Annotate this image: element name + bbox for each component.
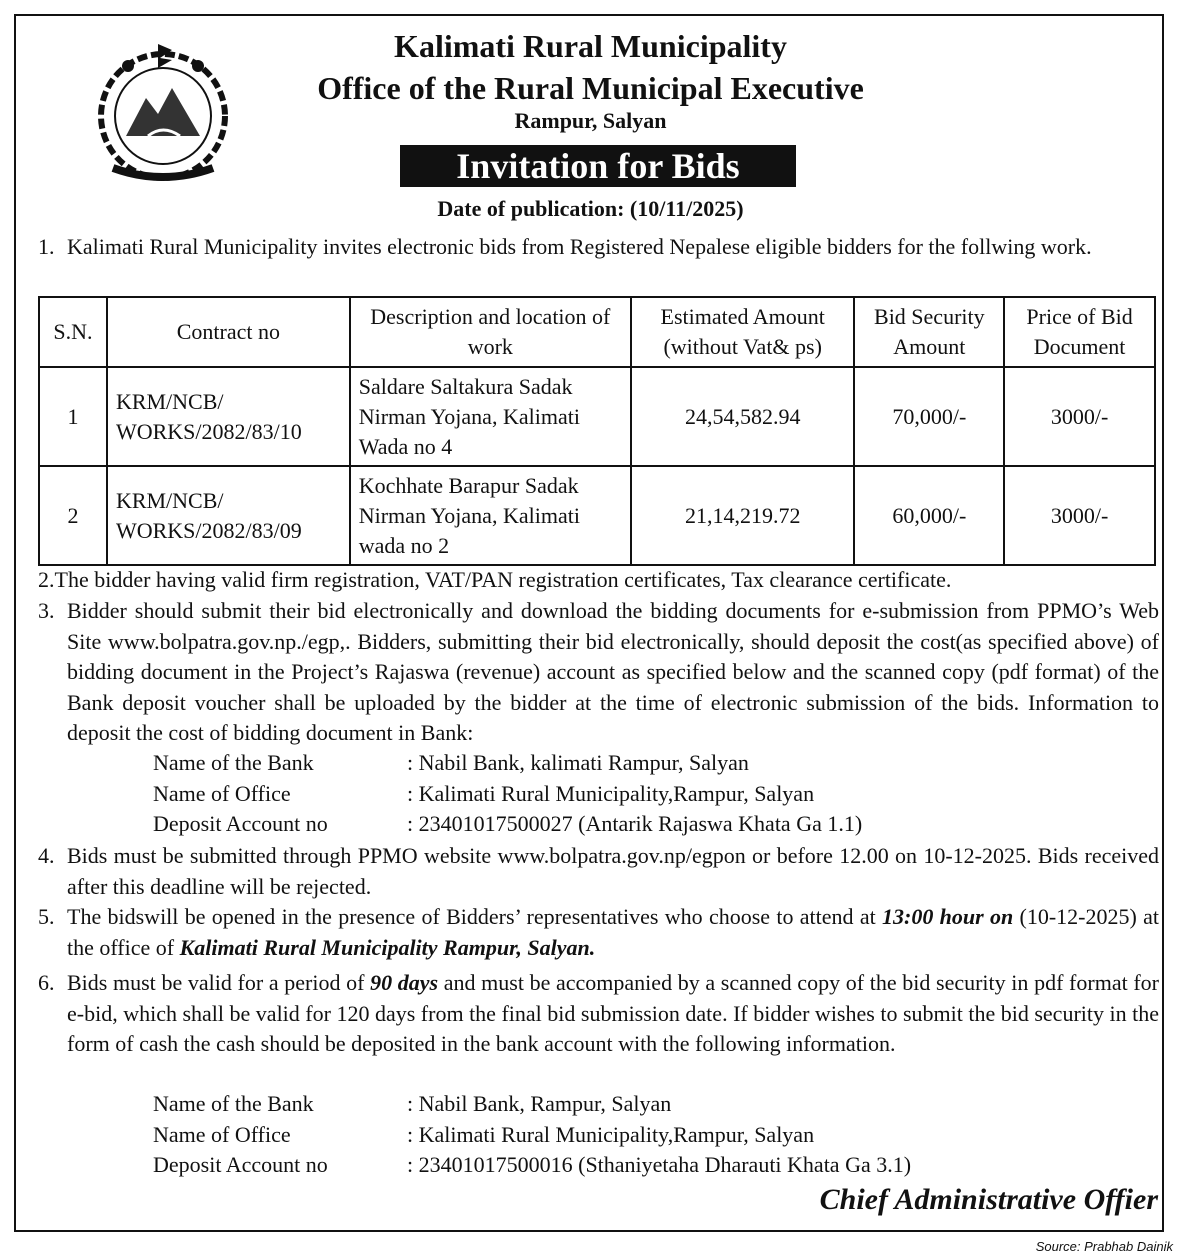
deposit-info-2	[153, 1089, 911, 1181]
clause-text-part: and must be accompanied by a scanned copy of the bid security in pdf format for e-bid, which shall be valid for 120 days from the final bid submission date. If bidder wishes to submit the bid security in the form of cash the cash should be deposited in the bank account with the following information.	[67, 970, 1160, 1056]
clause-3	[38, 596, 1159, 749]
header-security: Bid Security Amount	[854, 297, 1004, 367]
office-location: Rampur, Salyan	[514, 108, 667, 133]
clause-text-part: Bids must be valid for a period of	[67, 970, 371, 995]
clause-1	[38, 232, 1159, 263]
office-value: : Kalimati Rural Municipality,Rampur, Salyan	[407, 780, 815, 806]
clause-number: 6.	[38, 970, 55, 995]
clause-number: 3.	[38, 598, 55, 623]
deposit-info-1	[153, 748, 862, 840]
bank-value: : Nabil Bank, Rampur, Salyan	[407, 1091, 672, 1116]
clause-4	[38, 841, 1159, 902]
table-header-row	[39, 297, 1155, 367]
invitation-banner: Invitation for Bids	[400, 145, 796, 187]
clause-text	[67, 968, 1159, 1060]
table-row	[39, 367, 1155, 466]
header-contract: Contract no	[107, 297, 350, 367]
header-sn: S.N.	[39, 297, 107, 367]
table-row	[39, 466, 1155, 565]
bank-line	[153, 1089, 911, 1120]
account-value: : 23401017500027 (Antarik Rajaswa Khata Ga 1.1)	[407, 811, 863, 836]
cell-estimate: 21,14,219.72	[631, 466, 855, 565]
cell-security: 70,000/-	[854, 367, 1004, 466]
cell-sn: 1	[39, 367, 107, 466]
clause-text: Bids must be submitted through PPMO website www.bolpatra.gov.np/egpon or before 12.00 on 10-12-2025. Bids received after this deadline will be rejected.	[67, 843, 1159, 899]
header-description: Description and location of work	[350, 297, 631, 367]
bank-line	[153, 748, 862, 779]
clause-2: 2.The bidder having valid firm registration, VAT/PAN registration certificates, Tax clearance certificate.	[38, 567, 952, 592]
clause-text	[67, 902, 1159, 963]
publication-date: Date of publication: (10/11/2025)	[437, 196, 744, 221]
bank-value: : Nabil Bank, kalimati Rampur, Salyan	[407, 750, 749, 775]
cell-price: 3000/-	[1004, 367, 1155, 466]
cell-description: Saldare Saltakura Sadak Nirman Yojana, Kalimati Wada no 4	[350, 367, 631, 466]
clause-text-part: The bidswill be opened in the presence of Bidders’ representatives who choose to attend at	[67, 904, 882, 929]
account-line	[153, 1150, 911, 1181]
account-label: Deposit Account no	[153, 1152, 328, 1177]
clause-5	[38, 902, 1159, 963]
office-label: Name of Office	[153, 1121, 291, 1147]
office-name: Office of the Rural Municipal Executive	[317, 70, 864, 106]
office-line	[153, 1120, 911, 1151]
office-line	[153, 779, 862, 810]
clause-text: Kalimati Rural Municipality invites electronic bids from Registered Nepalese eligible bidders for the follwing work.	[67, 234, 1092, 259]
works-table	[38, 296, 1156, 566]
cell-description: Kochhate Barapur Sadak Nirman Yojana, Kalimati wada no 2	[350, 466, 631, 565]
clause-number: 4.	[38, 843, 55, 868]
clause-number: 1.	[38, 234, 55, 259]
office-label: Name of Office	[153, 780, 291, 806]
cell-contract: KRM/NCB/ WORKS/2082/83/09	[107, 466, 350, 565]
cell-estimate: 24,54,582.94	[631, 367, 855, 466]
clause-number: 5.	[38, 904, 55, 929]
account-line	[153, 809, 862, 840]
opening-time: 13:00 hour on	[882, 904, 1014, 929]
bank-label: Name of the Bank	[153, 1091, 314, 1116]
header-estimate: Estimated Amount (without Vat& ps)	[631, 297, 855, 367]
clause-text: Bidder should submit their bid electronically and download the bidding documents for e-submission from PPMO’s Web Site www.bolpatra.gov.np./egp,. Bidders, submitting their bid electronically, should deposit the cost(as specified above) of bidding document in the Project’s Rajaswa (revenue) account as specified below and the scanned copy (pdf format) of the Bank deposit voucher shall be uploaded by the bidder at the time of electronic submission of the bids. Information to deposit the cost of bidding document in Bank:	[67, 598, 1159, 745]
opening-place: Kalimati Rural Municipality Rampur, Salyan.	[179, 934, 596, 960]
account-value: : 23401017500016 (Sthaniyetaha Dharauti Khata Ga 3.1)	[407, 1152, 912, 1177]
account-label: Deposit Account no	[153, 811, 328, 836]
bank-label: Name of the Bank	[153, 750, 314, 775]
header-price: Price of Bid Document	[1004, 297, 1155, 367]
office-value: : Kalimati Rural Municipality,Rampur, Salyan	[407, 1121, 815, 1147]
cell-security: 60,000/-	[854, 466, 1004, 565]
clause-6	[38, 968, 1159, 1060]
municipality-name: Kalimati Rural Municipality	[394, 28, 787, 64]
source-credit: Source: Prabhab Dainik	[1035, 1239, 1173, 1254]
cell-price: 3000/-	[1004, 466, 1155, 565]
cell-contract: KRM/NCB/ WORKS/2082/83/10	[107, 367, 350, 466]
validity-days: 90 days	[370, 970, 439, 995]
cell-sn: 2	[39, 466, 107, 565]
clause-text-part: (10-12-2025) at the office of	[67, 904, 1159, 960]
signatory-title: Chief Administrative Offier	[819, 1183, 1158, 1216]
